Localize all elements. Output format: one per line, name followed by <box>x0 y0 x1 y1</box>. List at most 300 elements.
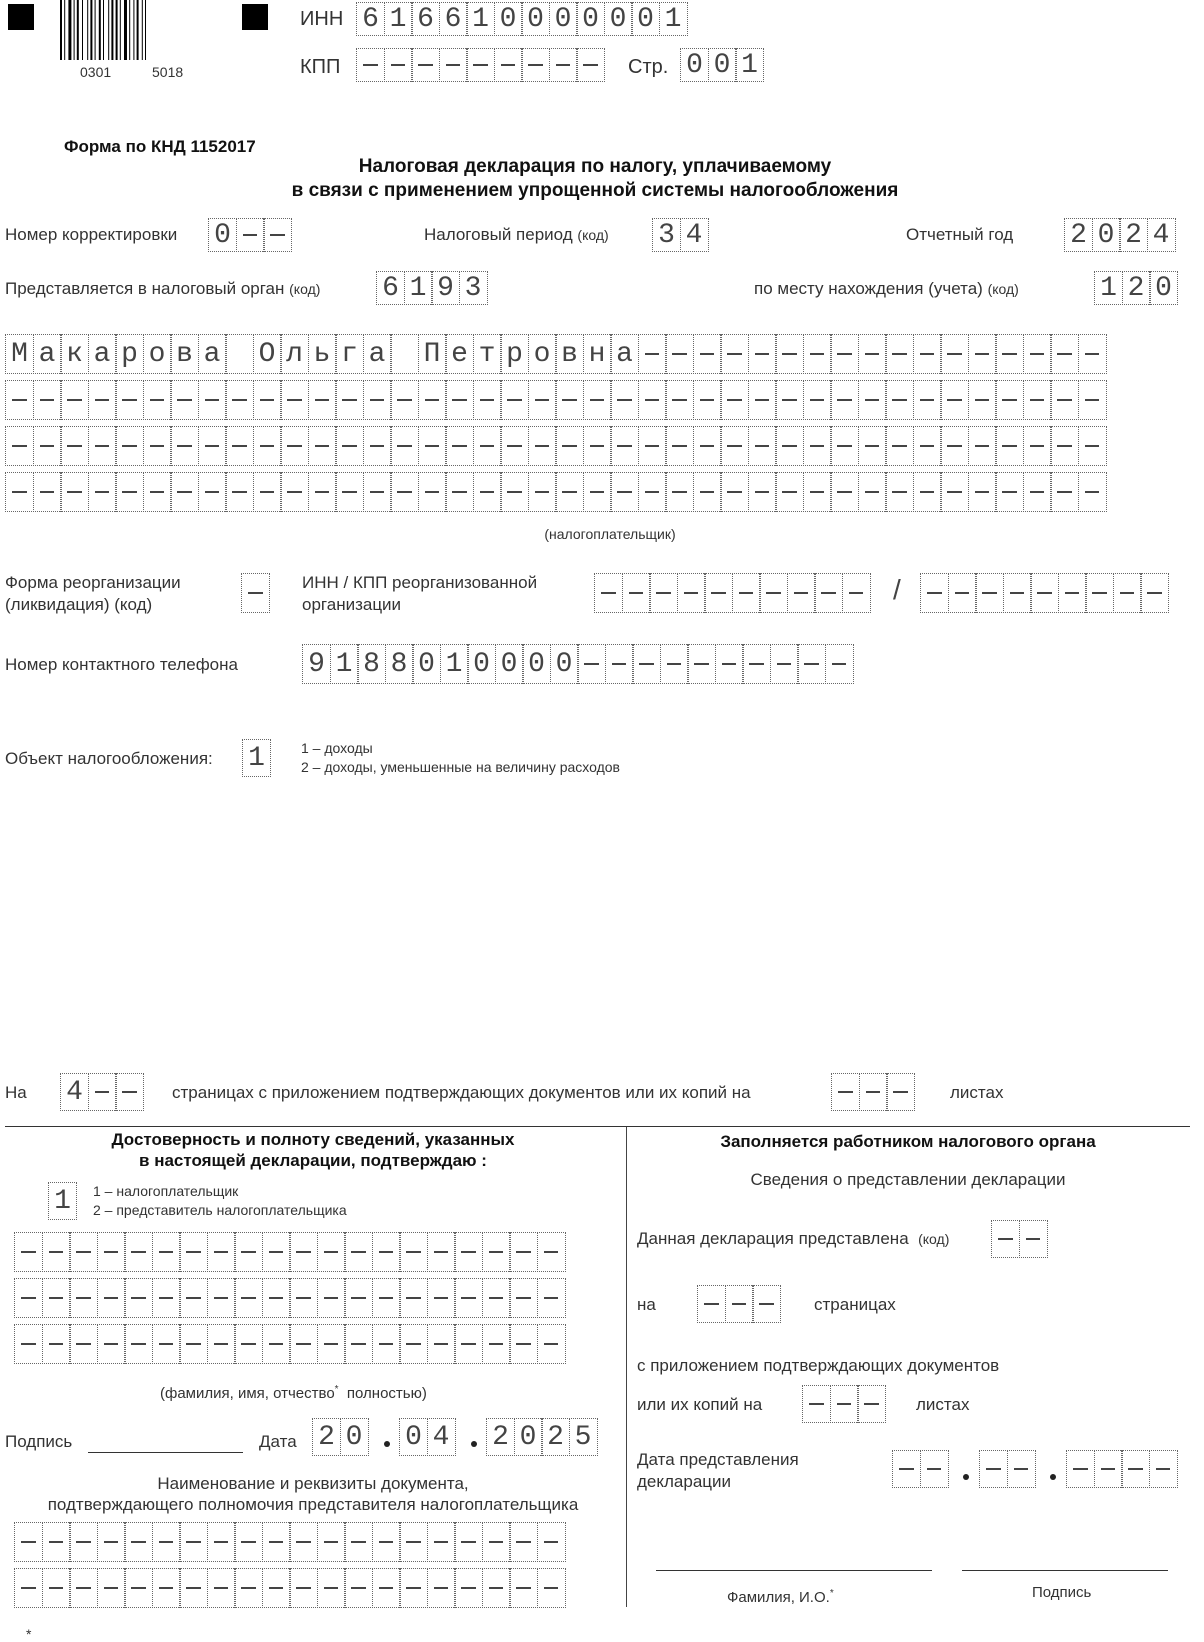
input-cell[interactable] <box>253 380 282 420</box>
input-cell[interactable]: 5 <box>569 1418 598 1456</box>
input-cell[interactable] <box>445 426 474 466</box>
input-cell[interactable] <box>170 380 199 420</box>
sheets-count-field[interactable] <box>831 1073 914 1111</box>
input-cell[interactable] <box>445 472 474 512</box>
correction-field[interactable] <box>208 218 291 252</box>
input-cell[interactable] <box>576 48 605 82</box>
input-cell[interactable] <box>1023 380 1052 420</box>
input-cell[interactable] <box>638 334 667 374</box>
input-cell[interactable] <box>979 1450 1008 1488</box>
input-cell[interactable] <box>289 1278 318 1318</box>
input-cell[interactable] <box>372 1522 401 1562</box>
input-cell[interactable] <box>97 1324 126 1364</box>
input-cell[interactable] <box>693 472 722 512</box>
input-cell[interactable] <box>317 1232 346 1272</box>
input-cell[interactable] <box>179 1324 208 1364</box>
input-cell[interactable] <box>5 472 34 512</box>
input-cell[interactable] <box>234 1278 263 1318</box>
input-cell[interactable] <box>991 1220 1020 1258</box>
input-cell[interactable] <box>920 1450 949 1488</box>
input-cell[interactable] <box>803 426 832 466</box>
input-cell[interactable] <box>427 1232 456 1272</box>
input-cell[interactable] <box>605 644 634 684</box>
input-cell[interactable]: е <box>445 334 474 374</box>
input-cell[interactable] <box>693 426 722 466</box>
input-cell[interactable] <box>1019 1220 1048 1258</box>
input-cell[interactable] <box>665 334 694 374</box>
input-cell[interactable] <box>143 426 172 466</box>
input-cell[interactable] <box>439 48 468 82</box>
input-cell[interactable] <box>995 426 1024 466</box>
input-cell[interactable] <box>42 1324 71 1364</box>
input-cell[interactable] <box>170 472 199 512</box>
input-cell[interactable] <box>720 426 749 466</box>
input-cell[interactable] <box>179 1568 208 1608</box>
input-cell[interactable] <box>33 426 62 466</box>
input-cell[interactable] <box>665 472 694 512</box>
input-cell[interactable] <box>5 426 34 466</box>
input-cell[interactable] <box>88 1073 117 1111</box>
input-cell[interactable] <box>69 1568 98 1608</box>
input-cell[interactable] <box>225 334 254 374</box>
input-cell[interactable]: 6 <box>439 2 468 36</box>
input-cell[interactable] <box>418 472 447 512</box>
date-year-field[interactable] <box>486 1418 596 1456</box>
input-cell[interactable] <box>720 334 749 374</box>
input-cell[interactable] <box>968 472 997 512</box>
input-cell[interactable]: 0 <box>550 644 579 684</box>
input-cell[interactable] <box>665 380 694 420</box>
taxpayer-name-row-3[interactable] <box>5 426 1105 466</box>
input-cell[interactable] <box>968 334 997 374</box>
input-cell[interactable]: 1 <box>48 1182 77 1220</box>
presented-code-field[interactable] <box>991 1220 1046 1258</box>
input-cell[interactable] <box>528 380 557 420</box>
input-cell[interactable] <box>1140 573 1169 613</box>
input-cell[interactable] <box>97 1522 126 1562</box>
input-cell[interactable] <box>207 1278 236 1318</box>
input-cell[interactable]: 1 <box>466 2 495 36</box>
signer-field[interactable] <box>48 1182 76 1220</box>
input-cell[interactable]: 1 <box>440 644 469 684</box>
input-cell[interactable] <box>482 1568 511 1608</box>
doc-row-2[interactable] <box>14 1568 564 1608</box>
input-cell[interactable] <box>555 426 584 466</box>
input-cell[interactable] <box>583 426 612 466</box>
input-cell[interactable] <box>610 472 639 512</box>
input-cell[interactable]: н <box>583 334 612 374</box>
input-cell[interactable] <box>500 426 529 466</box>
input-cell[interactable] <box>335 472 364 512</box>
input-cell[interactable] <box>1007 1450 1036 1488</box>
input-cell[interactable]: в <box>555 334 584 374</box>
input-cell[interactable] <box>885 334 914 374</box>
input-cell[interactable] <box>454 1232 483 1272</box>
input-cell[interactable] <box>1113 573 1142 613</box>
fio-line[interactable] <box>656 1570 932 1571</box>
input-cell[interactable]: 0 <box>521 2 550 36</box>
input-cell[interactable] <box>482 1324 511 1364</box>
reorg-form-field[interactable] <box>241 573 269 613</box>
input-cell[interactable] <box>610 380 639 420</box>
input-cell[interactable] <box>858 426 887 466</box>
input-cell[interactable] <box>1066 1450 1095 1488</box>
input-cell[interactable] <box>583 472 612 512</box>
input-cell[interactable] <box>775 380 804 420</box>
input-cell[interactable] <box>88 380 117 420</box>
input-cell[interactable] <box>748 380 777 420</box>
input-cell[interactable] <box>14 1522 43 1562</box>
input-cell[interactable] <box>886 1073 915 1111</box>
input-cell[interactable] <box>577 644 606 684</box>
input-cell[interactable] <box>537 1522 566 1562</box>
input-cell[interactable] <box>399 1232 428 1272</box>
reorg-inn-field[interactable] <box>594 573 869 613</box>
input-cell[interactable] <box>1023 426 1052 466</box>
input-cell[interactable] <box>124 1278 153 1318</box>
input-cell[interactable] <box>308 472 337 512</box>
input-cell[interactable] <box>858 334 887 374</box>
input-cell[interactable]: 2 <box>1119 218 1148 252</box>
input-cell[interactable] <box>115 380 144 420</box>
input-cell[interactable] <box>1078 380 1107 420</box>
input-cell[interactable] <box>280 472 309 512</box>
input-cell[interactable] <box>14 1278 43 1318</box>
input-cell[interactable] <box>69 1278 98 1318</box>
input-cell[interactable] <box>803 472 832 512</box>
period-field[interactable] <box>652 218 707 252</box>
input-cell[interactable] <box>179 1278 208 1318</box>
input-cell[interactable]: П <box>418 334 447 374</box>
input-cell[interactable] <box>797 644 826 684</box>
input-cell[interactable] <box>289 1568 318 1608</box>
input-cell[interactable] <box>152 1278 181 1318</box>
input-cell[interactable] <box>198 472 227 512</box>
input-cell[interactable] <box>5 380 34 420</box>
input-cell[interactable] <box>759 573 788 613</box>
input-cell[interactable] <box>885 472 914 512</box>
input-cell[interactable] <box>14 1232 43 1272</box>
input-cell[interactable] <box>1023 334 1052 374</box>
input-cell[interactable] <box>317 1324 346 1364</box>
input-cell[interactable] <box>115 472 144 512</box>
input-cell[interactable] <box>594 573 623 613</box>
input-cell[interactable] <box>583 380 612 420</box>
input-cell[interactable] <box>715 644 744 684</box>
input-cell[interactable]: а <box>33 334 62 374</box>
input-cell[interactable]: а <box>88 334 117 374</box>
input-cell[interactable] <box>344 1278 373 1318</box>
input-cell[interactable] <box>399 1324 428 1364</box>
input-cell[interactable]: 0 <box>631 2 660 36</box>
input-cell[interactable] <box>521 48 550 82</box>
input-cell[interactable] <box>289 1232 318 1272</box>
input-cell[interactable] <box>913 472 942 512</box>
input-cell[interactable] <box>1094 1450 1123 1488</box>
input-cell[interactable] <box>1050 380 1079 420</box>
input-cell[interactable]: 1 <box>242 739 271 777</box>
input-cell[interactable]: 8 <box>385 644 414 684</box>
input-cell[interactable] <box>1058 573 1087 613</box>
input-cell[interactable] <box>42 1278 71 1318</box>
input-cell[interactable]: р <box>500 334 529 374</box>
input-cell[interactable] <box>913 380 942 420</box>
input-cell[interactable] <box>363 380 392 420</box>
input-cell[interactable] <box>88 426 117 466</box>
inn-field[interactable] <box>356 2 686 36</box>
input-cell[interactable] <box>1050 472 1079 512</box>
input-cell[interactable] <box>537 1278 566 1318</box>
input-cell[interactable] <box>742 644 771 684</box>
input-cell[interactable] <box>88 472 117 512</box>
input-cell[interactable] <box>42 1568 71 1608</box>
presentation-year-field[interactable] <box>1066 1450 1176 1488</box>
input-cell[interactable]: 9 <box>431 271 460 305</box>
input-cell[interactable] <box>1050 334 1079 374</box>
input-cell[interactable] <box>509 1232 538 1272</box>
input-cell[interactable] <box>885 380 914 420</box>
input-cell[interactable] <box>660 644 689 684</box>
signature-line[interactable] <box>88 1452 243 1453</box>
input-cell[interactable] <box>494 48 523 82</box>
input-cell[interactable] <box>482 1522 511 1562</box>
input-cell[interactable]: к <box>60 334 89 374</box>
input-cell[interactable] <box>207 1568 236 1608</box>
input-cell[interactable] <box>775 426 804 466</box>
input-cell[interactable] <box>473 380 502 420</box>
input-cell[interactable] <box>344 1568 373 1608</box>
input-cell[interactable] <box>170 426 199 466</box>
input-cell[interactable] <box>509 1324 538 1364</box>
input-cell[interactable]: 0 <box>708 48 737 82</box>
input-cell[interactable] <box>693 380 722 420</box>
input-cell[interactable] <box>1078 334 1107 374</box>
input-cell[interactable] <box>384 48 413 82</box>
input-cell[interactable] <box>482 1232 511 1272</box>
input-cell[interactable]: г <box>335 334 364 374</box>
input-cell[interactable]: а <box>363 334 392 374</box>
input-cell[interactable] <box>1085 573 1114 613</box>
input-cell[interactable] <box>152 1232 181 1272</box>
input-cell[interactable] <box>803 380 832 420</box>
input-cell[interactable] <box>830 1385 859 1423</box>
input-cell[interactable] <box>356 48 385 82</box>
input-cell[interactable] <box>262 1278 291 1318</box>
input-cell[interactable] <box>97 1232 126 1272</box>
date-month-field[interactable] <box>399 1418 454 1456</box>
taxpayer-name-row-2[interactable] <box>5 380 1105 420</box>
input-cell[interactable] <box>913 426 942 466</box>
input-cell[interactable]: 2 <box>1122 271 1151 305</box>
input-cell[interactable] <box>858 472 887 512</box>
input-cell[interactable] <box>115 426 144 466</box>
input-cell[interactable]: 0 <box>495 644 524 684</box>
input-cell[interactable] <box>143 472 172 512</box>
input-cell[interactable] <box>1023 472 1052 512</box>
input-cell[interactable]: 4 <box>60 1073 89 1111</box>
input-cell[interactable] <box>399 1522 428 1562</box>
input-cell[interactable] <box>69 1324 98 1364</box>
input-cell[interactable] <box>995 472 1024 512</box>
input-cell[interactable]: в <box>170 334 199 374</box>
input-cell[interactable] <box>725 1285 754 1323</box>
input-cell[interactable] <box>207 1232 236 1272</box>
input-cell[interactable] <box>528 426 557 466</box>
input-cell[interactable] <box>920 573 949 613</box>
input-cell[interactable] <box>555 380 584 420</box>
input-cell[interactable] <box>940 380 969 420</box>
input-cell[interactable]: 3 <box>459 271 488 305</box>
input-cell[interactable]: 2 <box>541 1418 570 1456</box>
input-cell[interactable] <box>748 334 777 374</box>
input-cell[interactable] <box>372 1278 401 1318</box>
input-cell[interactable] <box>825 644 854 684</box>
input-cell[interactable] <box>500 380 529 420</box>
right-sheets-field[interactable] <box>802 1385 885 1423</box>
input-cell[interactable]: 0 <box>549 2 578 36</box>
input-cell[interactable] <box>842 573 871 613</box>
input-cell[interactable] <box>665 426 694 466</box>
input-cell[interactable]: 0 <box>208 218 237 252</box>
input-cell[interactable] <box>308 426 337 466</box>
input-cell[interactable] <box>1030 573 1059 613</box>
input-cell[interactable] <box>390 334 419 374</box>
input-cell[interactable] <box>262 1324 291 1364</box>
input-cell[interactable]: 4 <box>1147 218 1176 252</box>
input-cell[interactable] <box>677 573 706 613</box>
input-cell[interactable]: 0 <box>1149 271 1178 305</box>
input-cell[interactable] <box>500 472 529 512</box>
input-cell[interactable] <box>638 472 667 512</box>
input-cell[interactable] <box>537 1568 566 1608</box>
input-cell[interactable]: т <box>473 334 502 374</box>
pages-count-field[interactable] <box>60 1073 143 1111</box>
input-cell[interactable] <box>427 1522 456 1562</box>
input-cell[interactable] <box>857 1385 886 1423</box>
organ-field[interactable] <box>376 271 486 305</box>
input-cell[interactable] <box>466 48 495 82</box>
input-cell[interactable] <box>124 1324 153 1364</box>
input-cell[interactable] <box>858 380 887 420</box>
input-cell[interactable]: 3 <box>652 218 681 252</box>
input-cell[interactable]: 1 <box>330 644 359 684</box>
input-cell[interactable] <box>262 1232 291 1272</box>
input-cell[interactable] <box>787 573 816 613</box>
input-cell[interactable]: ь <box>308 334 337 374</box>
input-cell[interactable] <box>14 1324 43 1364</box>
input-cell[interactable] <box>124 1522 153 1562</box>
input-cell[interactable] <box>509 1278 538 1318</box>
input-cell[interactable] <box>830 426 859 466</box>
input-cell[interactable]: 2 <box>486 1418 515 1456</box>
input-cell[interactable]: 0 <box>340 1418 369 1456</box>
input-cell[interactable]: а <box>610 334 639 374</box>
input-cell[interactable] <box>720 380 749 420</box>
input-cell[interactable] <box>289 1324 318 1364</box>
input-cell[interactable] <box>528 472 557 512</box>
input-cell[interactable] <box>390 380 419 420</box>
input-cell[interactable] <box>225 380 254 420</box>
input-cell[interactable] <box>537 1324 566 1364</box>
taxpayer-name-row-4[interactable] <box>5 472 1105 512</box>
input-cell[interactable] <box>802 1385 831 1423</box>
date-day-field[interactable] <box>312 1418 367 1456</box>
input-cell[interactable]: М <box>5 334 34 374</box>
input-cell[interactable] <box>830 472 859 512</box>
input-cell[interactable] <box>693 334 722 374</box>
input-cell[interactable] <box>115 1073 144 1111</box>
input-cell[interactable]: 0 <box>514 1418 543 1456</box>
input-cell[interactable]: 0 <box>399 1418 428 1456</box>
sign-line[interactable] <box>962 1570 1168 1571</box>
input-cell[interactable] <box>1149 1450 1178 1488</box>
input-cell[interactable] <box>97 1568 126 1608</box>
input-cell[interactable] <box>280 380 309 420</box>
input-cell[interactable] <box>913 334 942 374</box>
input-cell[interactable]: л <box>280 334 309 374</box>
input-cell[interactable]: О <box>253 334 282 374</box>
input-cell[interactable]: 1 <box>735 48 764 82</box>
input-cell[interactable] <box>234 1324 263 1364</box>
input-cell[interactable] <box>831 1073 860 1111</box>
reorg-kpp-field[interactable] <box>920 573 1168 613</box>
input-cell[interactable] <box>454 1324 483 1364</box>
input-cell[interactable] <box>892 1450 921 1488</box>
input-cell[interactable]: 0 <box>522 644 551 684</box>
input-cell[interactable] <box>372 1324 401 1364</box>
input-cell[interactable] <box>859 1073 888 1111</box>
input-cell[interactable] <box>732 573 761 613</box>
input-cell[interactable] <box>975 573 1004 613</box>
input-cell[interactable] <box>317 1278 346 1318</box>
input-cell[interactable] <box>803 334 832 374</box>
input-cell[interactable] <box>1121 1450 1150 1488</box>
input-cell[interactable] <box>198 380 227 420</box>
input-cell[interactable] <box>454 1568 483 1608</box>
input-cell[interactable]: 4 <box>680 218 709 252</box>
input-cell[interactable] <box>995 334 1024 374</box>
input-cell[interactable] <box>97 1278 126 1318</box>
input-cell[interactable]: 1 <box>404 271 433 305</box>
input-cell[interactable] <box>830 334 859 374</box>
input-cell[interactable] <box>253 426 282 466</box>
input-cell[interactable] <box>33 472 62 512</box>
presentation-day-field[interactable] <box>892 1450 947 1488</box>
input-cell[interactable]: 2 <box>1064 218 1093 252</box>
input-cell[interactable] <box>940 472 969 512</box>
input-cell[interactable] <box>399 1278 428 1318</box>
input-cell[interactable]: 6 <box>376 271 405 305</box>
input-cell[interactable]: 6 <box>411 2 440 36</box>
input-cell[interactable] <box>638 380 667 420</box>
input-cell[interactable]: 9 <box>302 644 331 684</box>
input-cell[interactable] <box>124 1568 153 1608</box>
input-cell[interactable] <box>207 1324 236 1364</box>
input-cell[interactable]: 6 <box>356 2 385 36</box>
input-cell[interactable] <box>509 1522 538 1562</box>
input-cell[interactable] <box>33 380 62 420</box>
input-cell[interactable]: 4 <box>427 1418 456 1456</box>
input-cell[interactable] <box>262 1568 291 1608</box>
input-cell[interactable] <box>124 1232 153 1272</box>
input-cell[interactable]: 0 <box>467 644 496 684</box>
input-cell[interactable] <box>198 426 227 466</box>
input-cell[interactable] <box>225 426 254 466</box>
input-cell[interactable] <box>622 573 651 613</box>
input-cell[interactable] <box>610 426 639 466</box>
input-cell[interactable] <box>69 1232 98 1272</box>
input-cell[interactable] <box>995 380 1024 420</box>
